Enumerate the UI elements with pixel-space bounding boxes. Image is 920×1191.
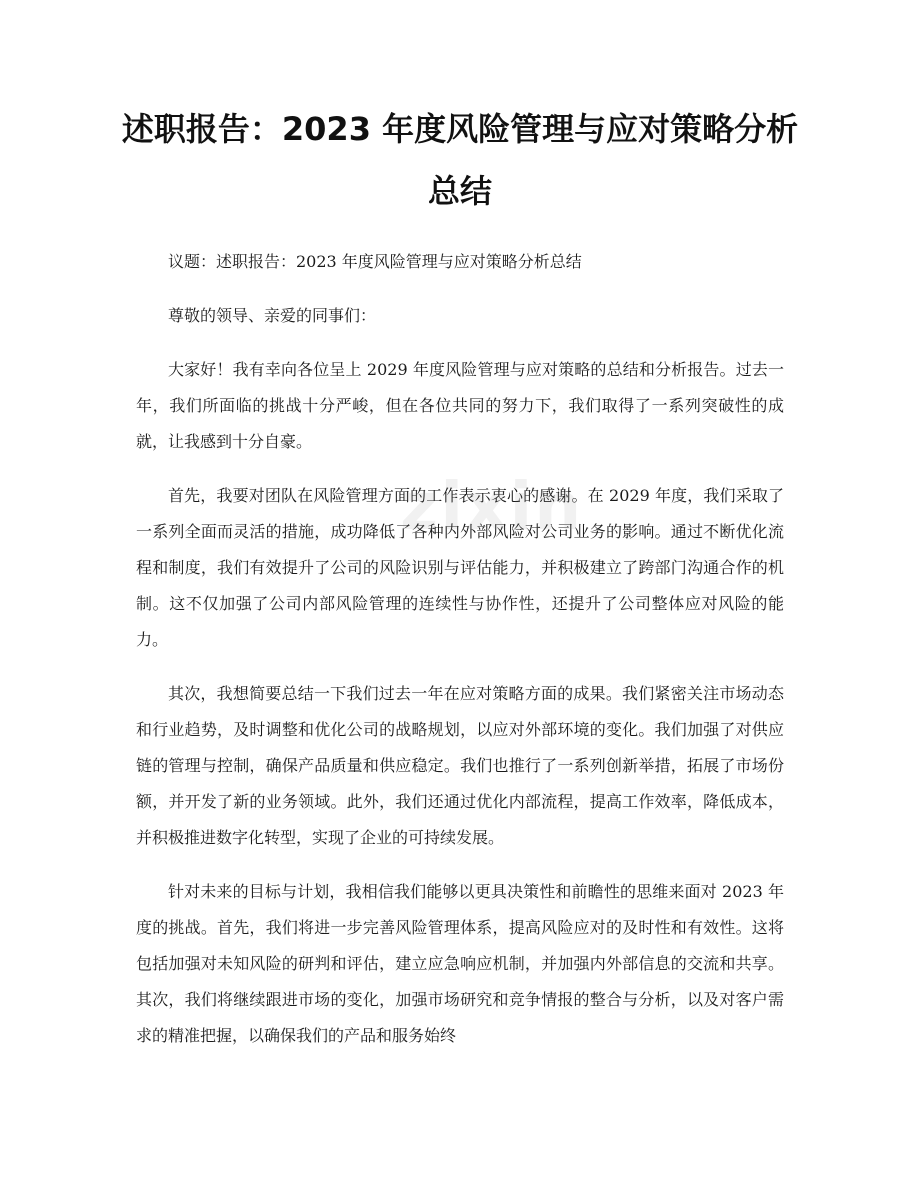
paragraph-salutation: 尊敬的领导、亲爱的同事们： (168, 306, 377, 325)
document-body (136, 244, 784, 1072)
watermark: zixin (400, 468, 584, 545)
paragraph-future-plans: 针对未来的目标与计划，我相信我们能够以更具决策性和前瞻性的思维来面对 2023 年度的挑战。首先，我们将进一步完善风险管理体系，提高风险应对的及时性和有效性。这将包括加强对未知风险的研判和评估，建立应急响应机制，并加强内外部信息的交流和共享。其次，我们将继续跟进市场的变化，加强市场研究和竞争情报的整合与分析，以及对客户需求的精准把握，以确保我们的产品和服务始终 (136, 882, 784, 1045)
page-title: 述职报告：2023 年度风险管理与应对策略分析总结 (121, 110, 799, 210)
paragraph-strategy-results: 其次，我想简要总结一下我们过去一年在应对策略方面的成果。我们紧密关注市场动态和行业趋势，及时调整和优化公司的战略规划，以应对外部环境的变化。我们加强了对供应链的管理与控制，确保产品质量和供应稳定。我们也推行了一系列创新举措，拓展了市场份额，并开发了新的业务领域。此外，我们还通过优化内部流程，提高工作效率，降低成本，并积极推进数字化转型，实现了企业的可持续发展。 (136, 684, 784, 847)
paragraph-greeting: 大家好！我有幸向各位呈上 2029 年度风险管理与应对策略的总结和分析报告。过去一年，我们所面临的挑战十分严峻，但在各位共同的努力下，我们取得了一系列突破性的成就，让我感到十分自豪。 (136, 360, 784, 451)
paragraph-risk-management: 首先，我要对团队在风险管理方面的工作表示衷心的感谢。在 2029 年度，我们采取了一系列全面而灵活的措施，成功降低了各种内外部风险对公司业务的影响。通过不断优化流程和制度，我们有效提升了公司的风险识别与评估能力，并积极建立了跨部门沟通合作的机制。这不仅加强了公司内部风险管理的连续性与协作性，还提升了公司整体应对风险的能力。 (136, 486, 784, 649)
paragraph-topic: 议题：述职报告：2023 年度风险管理与应对策略分析总结 (168, 252, 582, 271)
